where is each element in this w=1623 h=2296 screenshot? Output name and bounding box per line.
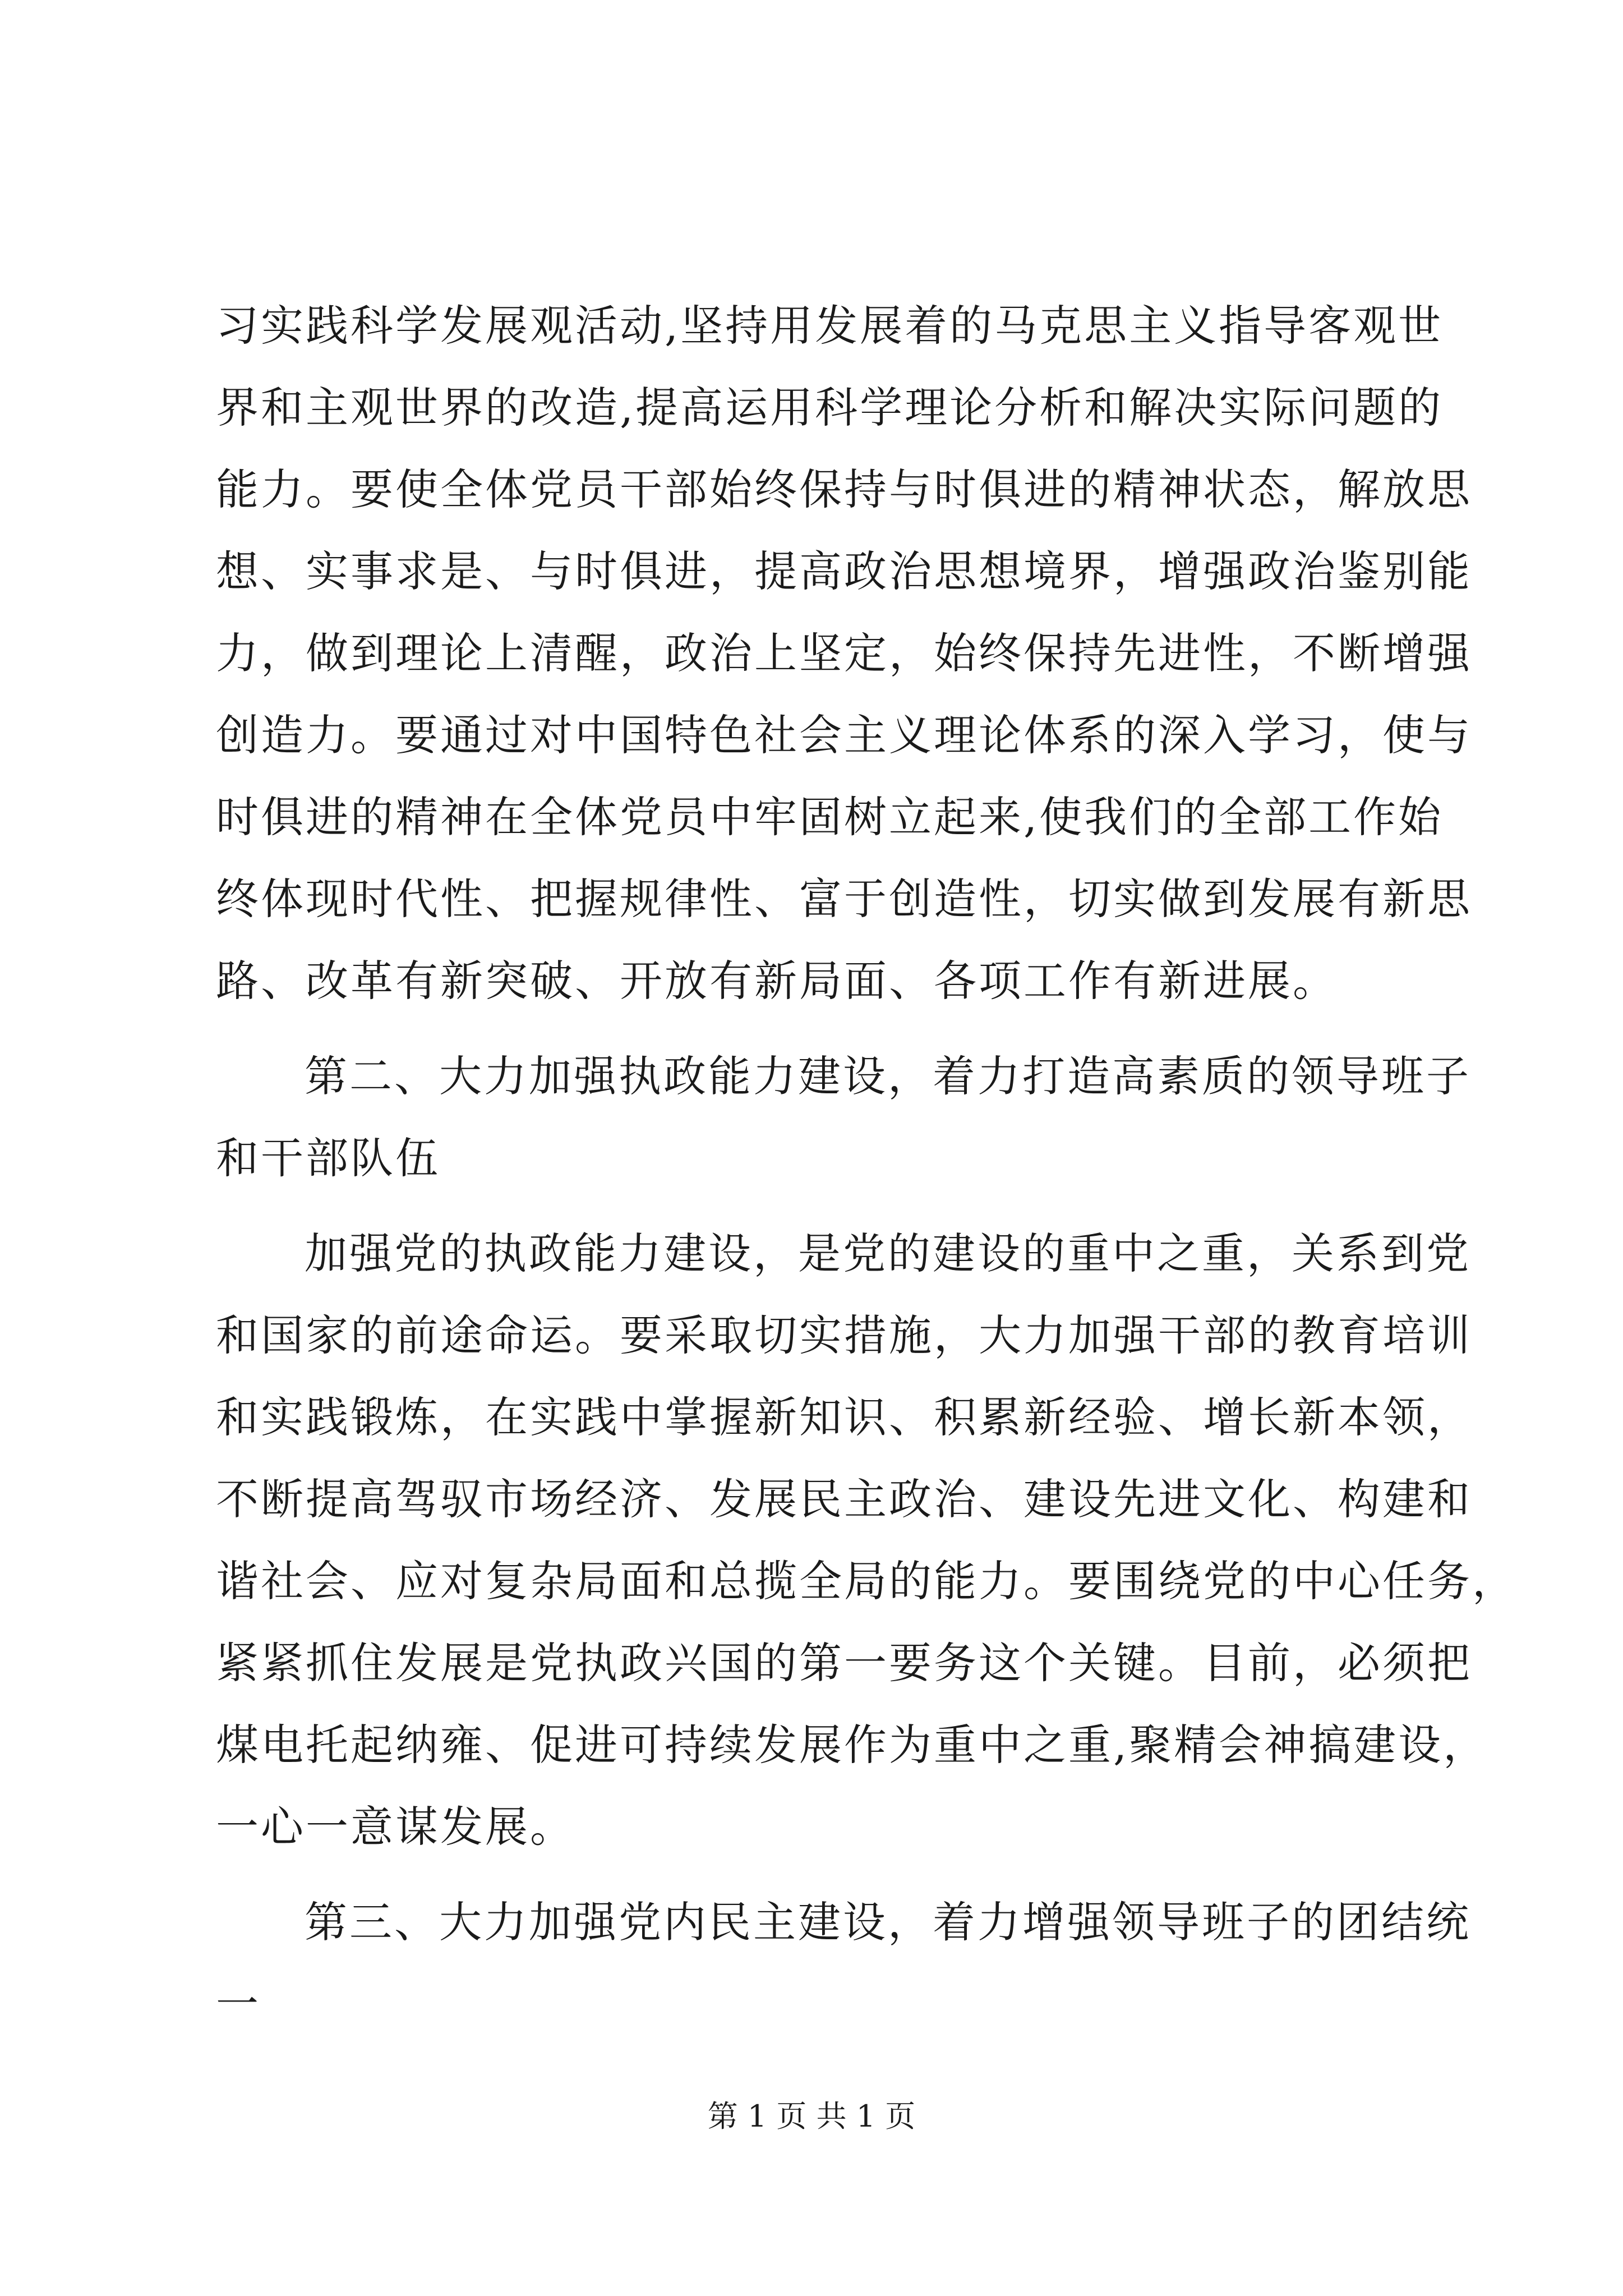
section-heading-line: 第三、大力加强党内民主建设，着力增强领导班子的团结统 — [305, 1897, 1471, 1947]
text-line: 习实践科学发展观活动,坚持用发展着的马克思主义指导客观世 — [216, 301, 1444, 351]
document-body — [216, 285, 1517, 2045]
text-line: 一心一意谋发展。 — [216, 1802, 575, 1852]
text-line: 路、改革有新突破、开放有新局面、各项工作有新进展。 — [216, 956, 1338, 1006]
page-footer — [0, 2097, 1623, 2136]
section-heading-line: 一 — [216, 1979, 261, 2029]
text-line: 时俱进的精神在全体党员中牢固树立起来,使我们的全部工作始 — [216, 792, 1444, 842]
text-line: 加强党的执政能力建设，是党的建设的重中之重，关系到党 — [305, 1228, 1471, 1278]
section-heading-line: 和干部队伍 — [216, 1133, 440, 1183]
text-line: 煤电托起纳雍、促进可持续发展作为重中之重,聚精会神搞建设， — [216, 1720, 1488, 1770]
text-line: 和国家的前途命运。要采取切实措施，大力加强干部的教育培训 — [216, 1310, 1472, 1360]
text-line: 界和主观世界的改造,提高运用科学理论分析和解决实际问题的 — [216, 383, 1444, 432]
text-line: 紧紧抓住发展是党执政兴国的第一要务这个关键。目前，必须把 — [216, 1638, 1472, 1688]
text-line: 和实践锻炼，在实践中掌握新知识、积累新经验、增长新本领， — [216, 1392, 1472, 1442]
section-heading-line: 第二、大力加强执政能力建设，着力打造高素质的领导班子 — [305, 1051, 1471, 1101]
page-number-label: 第 1 页 共 1 页 — [707, 2099, 916, 2134]
text-line: 能力。要使全体党员干部始终保持与时俱进的精神状态，解放思 — [216, 464, 1472, 514]
text-line: 想、实事求是、与时俱进，提高政治思想境界，增强政治鉴别能 — [216, 546, 1472, 596]
text-line: 谐社会、应对复杂局面和总揽全局的能力。要围绕党的中心任务， — [216, 1556, 1517, 1606]
text-line: 创造力。要通过对中国特色社会主义理论体系的深入学习，使与 — [216, 710, 1472, 760]
text-line: 力，做到理论上清醒，政治上坚定，始终保持先进性，不断增强 — [216, 628, 1472, 678]
text-line: 不断提高驾驭市场经济、发展民主政治、建设先进文化、构建和 — [216, 1474, 1472, 1524]
text-line: 终体现时代性、把握规律性、富于创造性，切实做到发展有新思 — [216, 874, 1472, 924]
